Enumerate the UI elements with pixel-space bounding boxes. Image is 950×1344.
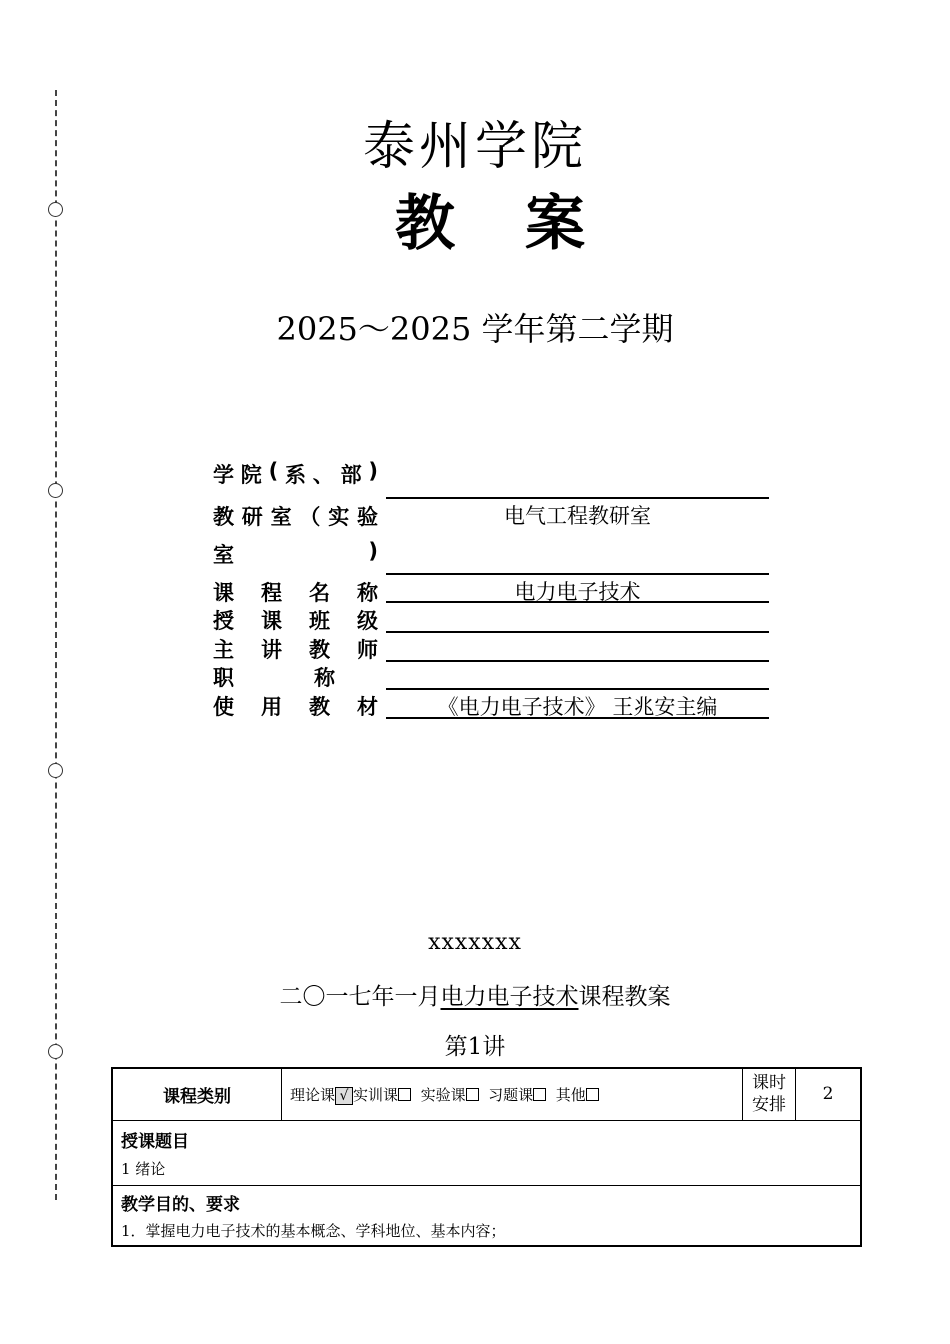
title-label: 职 称: [213, 666, 335, 690]
teacher-label: 主 讲 教 师: [213, 638, 378, 662]
office-value-line: [386, 573, 769, 575]
lecture-number: 第1讲: [444, 1034, 506, 1060]
course-type-options: 理论课 √ 实训课 实验课 习题课 其他: [282, 1068, 743, 1120]
table-row: [112, 1120, 861, 1185]
exercise-checkbox[interactable]: [533, 1088, 546, 1101]
topic-section: [112, 1120, 861, 1185]
training-checkbox[interactable]: [398, 1088, 411, 1101]
topic-value: 1 绪论: [121, 1159, 166, 1178]
goal-title: 教学目的、要求: [121, 1194, 240, 1215]
topic-title: 授课题目: [121, 1131, 189, 1152]
textbook-value: 《电力电子技术》 王兆安主编: [437, 695, 718, 719]
course-value-line: [386, 601, 769, 603]
title-value-line: [386, 688, 769, 690]
binding-hole: [48, 483, 63, 498]
academic-term: 2025～2025 学年第二学期: [276, 310, 674, 348]
goal-section: [112, 1185, 861, 1246]
textbook-label: 使 用 教 材: [213, 695, 378, 719]
lab-checkbox[interactable]: [466, 1088, 479, 1101]
hours-label: 课时 安排: [743, 1068, 796, 1120]
theory-checkbox[interactable]: √: [335, 1087, 353, 1105]
school-name: 泰州学院: [362, 117, 587, 177]
table-row: [112, 1068, 861, 1120]
course-label: 课 程 名 称: [213, 581, 378, 605]
document-title: 教 案: [395, 189, 585, 259]
goal-item: 1．掌握电力电子技术的基本概念、学科地位、基本内容；: [121, 1221, 506, 1240]
course-value: 电力电子技术: [514, 580, 641, 604]
office-label-line1: 教 研 室 （ 实 验: [213, 505, 378, 529]
textbook-value-line: [386, 717, 769, 719]
binding-hole: [48, 763, 63, 778]
course-type-label: 课程类别: [112, 1068, 282, 1120]
office-value: 电气工程教研室: [504, 504, 651, 528]
table-row: [112, 1185, 861, 1246]
teacher-value-line: [386, 660, 769, 662]
other-checkbox[interactable]: [586, 1088, 599, 1101]
class-value-line: [386, 631, 769, 633]
college-value-line: [386, 497, 769, 499]
college-label: 学 院 ( 系 、 部 ): [213, 459, 378, 487]
class-label: 授 课 班 级: [213, 609, 378, 633]
lesson-plan-table: [111, 1067, 862, 1247]
office-label-line2: 室 ): [213, 539, 378, 567]
organization-name: xxxxxxx: [428, 930, 522, 955]
course-plan-heading: 二〇一七年一月电力电子技术课程教案: [279, 984, 671, 1010]
hours-value: 2: [796, 1068, 862, 1120]
binding-hole: [48, 202, 63, 217]
course-name-underlined: 电力电子技术: [440, 984, 579, 1010]
